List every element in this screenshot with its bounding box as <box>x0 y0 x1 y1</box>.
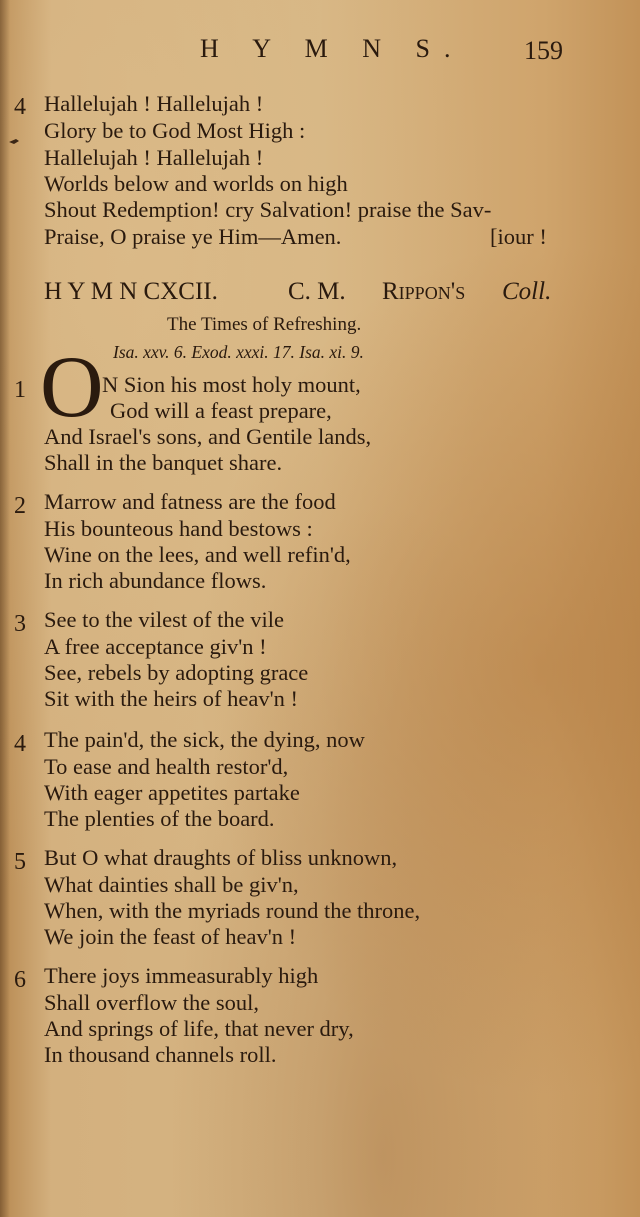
hymn-source: Rippon's <box>382 278 466 305</box>
verse-line: Wine on the lees, and well refin'd, <box>44 542 351 567</box>
verse-line: Shout Redemption! cry Salvation! praise the Sav- <box>44 197 492 222</box>
ink-blot-icon <box>8 137 20 145</box>
stanza-number: 6 <box>14 967 26 993</box>
verse-line: We join the feast of heav'n ! <box>44 924 297 949</box>
running-title: H Y M N S. <box>200 34 465 63</box>
hymn-subtitle: The Times of Refreshing. <box>167 314 362 335</box>
hymn-meter: C. M. <box>288 278 346 305</box>
hymn-source-suffix: Coll. <box>502 278 552 305</box>
verse-line: N Sion his most holy mount, <box>102 372 361 397</box>
verse-line: Worlds below and worlds on high <box>44 171 348 196</box>
verse-line: See, rebels by adopting grace <box>44 660 309 685</box>
verse-line: And Israel's sons, and Gentile lands, <box>44 424 372 449</box>
stanza-number: 5 <box>14 849 26 875</box>
verse-line: When, with the myriads round the throne, <box>44 898 421 923</box>
verse-line: Hallelujah ! Hallelujah ! <box>44 91 264 116</box>
turnover-word: [iour ! <box>490 224 547 249</box>
verse-line: Praise, O praise ye Him—Amen. <box>44 224 342 249</box>
verse-line: God will a feast prepare, <box>110 398 332 423</box>
verse-line: Shall overflow the soul, <box>44 990 259 1015</box>
stanza-number: 2 <box>14 493 26 519</box>
stanza-number: 1 <box>14 377 26 403</box>
verse-line: There joys immeasurably high <box>44 963 319 988</box>
page-header <box>0 34 640 74</box>
hymn-title <box>44 278 604 308</box>
verse-line: What dainties shall be giv'n, <box>44 872 299 897</box>
verse-line: Sit with the heirs of heav'n ! <box>44 686 299 711</box>
verse-line: But O what draughts of bliss unknown, <box>44 845 398 870</box>
scripture-references: Isa. xxv. 6. Exod. xxxi. 17. Isa. xi. 9. <box>113 342 364 362</box>
verse-line: Marrow and fatness are the food <box>44 489 336 514</box>
verse-line: With eager appetites partake <box>44 780 300 805</box>
verse-line: To ease and health restor'd, <box>44 754 289 779</box>
hymn-number: H Y M N CXCII. <box>44 278 218 305</box>
verse-line: His bounteous hand bestows : <box>44 516 313 541</box>
page-edge-shadow <box>0 0 10 1217</box>
drop-cap: O <box>40 339 104 436</box>
verse-line: And springs of life, that never dry, <box>44 1016 354 1041</box>
stanza-number: 3 <box>14 611 26 637</box>
verse-line: A free acceptance giv'n ! <box>44 634 267 659</box>
verse-line: The pain'd, the sick, the dying, now <box>44 727 365 752</box>
verse-line: Glory be to God Most High : <box>44 118 306 143</box>
verse-line: The plenties of the board. <box>44 806 275 831</box>
verse-line: In thousand channels roll. <box>44 1042 277 1067</box>
verse-line: Hallelujah ! Hallelujah ! <box>44 145 264 170</box>
verse-line: See to the vilest of the vile <box>44 607 284 632</box>
stanza-number: 4 <box>14 731 26 757</box>
page-number: 159 <box>524 36 563 65</box>
stanza-number: 4 <box>14 94 26 120</box>
verse-line: In rich abundance flows. <box>44 568 267 593</box>
verse-line: Shall in the banquet share. <box>44 450 283 475</box>
